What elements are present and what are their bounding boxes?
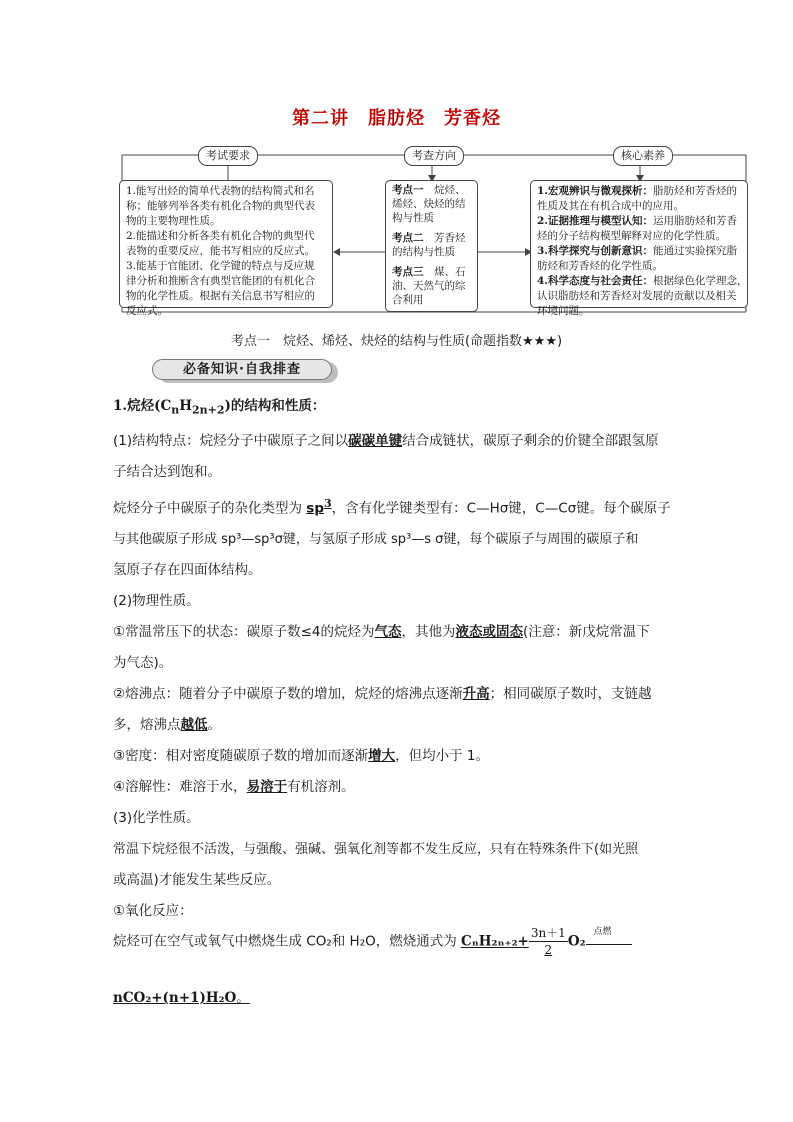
paragraph-reactivity-cont: 或高温)才能发生某些反应。 [113,872,281,889]
paragraph-structure-cont: 子结合达到饱和。 [113,463,221,480]
paragraph-boiling: ②熔沸点：随着分子中碳原子数的增加，烷烃的熔沸点逐渐升高；相同碳原子数时，支链越 [113,686,652,703]
exam-requirements-box: 1.能写出烃的简单代表物的结构简式和名 称；能够列举各类有机化合物的典型代表 物的主要物理性质。 2.能描述和分析各类有机化合物的典型代 表物的重要反应，能书写相应的反应式。 3.能基于官能团、化学键的特点与反应规 律分析和推断含有典型官能团的有机化合 物的化学性质。根据有关信息书写相应的 反应式。 [119,180,333,308]
combustion-product: nCO₂+(n+1)H₂O。 [113,990,250,1006]
section-heading: 考点一 烷烃、烯烃、炔烃的结构与性质(命题指数★★★) [230,334,563,349]
tag-exam-requirements: 考试要求 [198,146,258,166]
paragraph-density: ③密度：相对密度随碳原子数的增加而逐渐增大，但均小于 1。 [113,748,489,765]
essential-knowledge-banner [152,359,338,383]
paragraph-structure: (1)结构特点：烷烃分子中碳原子之间以碳碳单键结合成链状，碳原子剩余的价键全部跟氢原 [113,432,659,449]
content-body [113,391,683,927]
paragraph-state-cont: 为气态)。 [113,655,173,672]
tag-core-literacy: 核心素养 [613,146,673,166]
paragraph-hybrid-end: 氢原子存在四面体结构。 [113,562,262,579]
exam-direction-box: 考点一 烷烃、 烯烃、炔烃的结 构与性质 考点二 芳香烃 的结构与性质 考点三 煤、石 油、天然气的综 合利用 [385,180,478,312]
heading-alkane: 1.烷烃$(C_nH_{2n+2})$的结构和性质： [113,398,326,417]
paragraph-hybrid-cont: 与其他碳原子形成 sp³—sp³σ键，与氢原子形成 sp³—s σ键，每个碳原子与周围的碳原子和 [113,532,639,548]
core-literacy-box: 1.宏观辨识与微观探析：脂肪烃和芳香烃的 性质及其在有机合成中的应用。 2.证据推理与模型认知：运用脂肪烃和芳香 烃的分子结构模型解释对应的化学性质。 3.科学探究与创新意识：能通过实验探究脂 肪烃和芳香烃的化学性质。 4.科学态度与社会责任：根据绿色化学理念， 认识脂肪烃和芳香烃对发展的贡献以及相关 环境问题。 [530,180,748,308]
banner-label: 必备知识·自我排查 [152,359,332,380]
tag-exam-direction: 考查方向 [404,146,464,166]
reaction-arrow: 点燃 [586,932,632,952]
paragraph-state: ①常温常压下的状态：碳原子数≤4的烷烃为气态，其他为液态或固态(注意：新戊烷常温下 [113,624,650,641]
paragraph-boiling-cont: 多，熔沸点越低。 [113,717,221,734]
coefficient-fraction: $\frac{3n+1}{2}$ [530,926,566,957]
combustion-formula: 烷烃可在空气或氧气中燃烧生成 CO₂和 H₂O，燃烧通式为 CₙH₂ₙ₊₂+ $\frac{3n+1}{2}$ O₂ 点燃 [113,925,632,965]
paragraph-physical: (2)物理性质。 [113,593,200,610]
page-title: 第二讲 脂肪烃 芳香烃 [292,108,501,129]
paragraph-chemical: (3)化学性质。 [113,810,200,827]
paragraph-reactivity: 常温下烷烃很不活泼，与强酸、强碱、强氧化剂等都不发生反应，只有在特殊条件下(如光照 [113,842,639,858]
paragraph-oxidation: ①氧化反应： [113,903,193,920]
paragraph-solubility: ④溶解性：难溶于水，易溶于有机溶剂。 [113,779,355,796]
paragraph-hybrid: 烷烃分子中碳原子的杂化类型为 $sp^3$，含有化学键类型有：C—Hσ键，C—Cσ键。每个碳原子 [113,496,671,517]
